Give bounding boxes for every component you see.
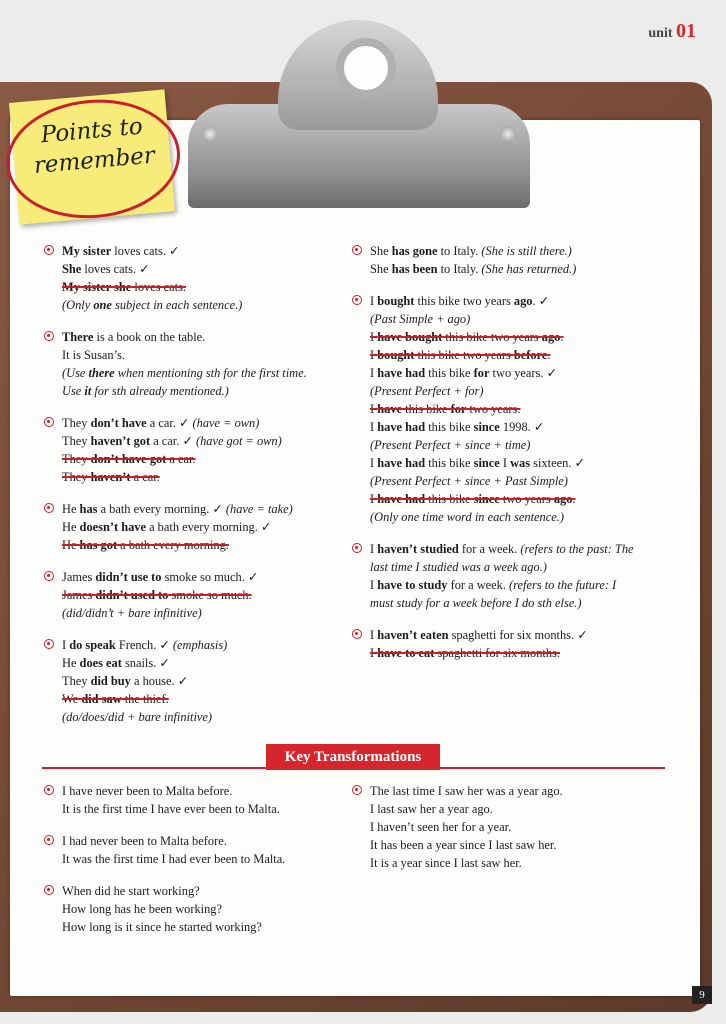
text-segment: two years. [466, 402, 521, 416]
transformation-line: It was the first time I had ever been to Malta. [62, 852, 286, 866]
transformation-line: How long is it since he started working? [62, 920, 262, 934]
text-segment: It is Susan’s. [62, 348, 125, 362]
clipboard-clip-icon [188, 8, 530, 208]
text-segment: a car. [130, 470, 160, 484]
text-segment: two years [499, 492, 554, 506]
example-line [370, 364, 668, 382]
example-line [370, 436, 668, 454]
text-segment: French. [115, 638, 160, 652]
example-line [62, 260, 334, 278]
text-segment: . [560, 330, 564, 344]
text-segment: have had [377, 456, 426, 470]
text-segment: They [62, 434, 91, 448]
text-segment: (Present Perfect + for) [370, 384, 484, 398]
example-line [62, 328, 334, 346]
transformation-line: I last saw her a year ago. [370, 802, 493, 816]
check-icon: ✓ [247, 570, 259, 584]
text-segment: is a book on the table. [93, 330, 206, 344]
text-segment: (Past Simple + ago) [370, 312, 471, 326]
text-segment: the thief. [121, 692, 169, 706]
bullet-icon [44, 885, 54, 895]
example-line [62, 242, 334, 260]
unit-number: 01 [676, 20, 696, 42]
text-segment: since [473, 456, 500, 470]
note-line-2: remember [32, 142, 156, 180]
text-segment: She [370, 262, 392, 276]
example-line [370, 418, 668, 436]
text-segment: a car. [146, 416, 180, 430]
text-segment: I [370, 628, 378, 642]
text-segment: two years. [489, 366, 547, 380]
bullet-icon [44, 331, 54, 341]
unit-word: unit [648, 26, 673, 41]
text-segment: this bike two years [442, 330, 542, 344]
check-icon: ✓ [177, 674, 189, 688]
rule-item [44, 242, 334, 314]
example-line [370, 242, 668, 260]
text-segment: haven’t studied [377, 542, 459, 556]
text-segment: sixteen. [530, 456, 575, 470]
rule-item [44, 414, 334, 486]
example-line [370, 508, 668, 526]
text-segment: . [572, 492, 576, 506]
text-segment: for [450, 402, 467, 416]
text-segment: a bath every morning. [117, 538, 229, 552]
example-line [62, 414, 334, 432]
text-segment: this bike [425, 420, 474, 434]
example-line [62, 604, 334, 622]
text-segment: this bike two years [414, 348, 514, 362]
text-segment: this bike [425, 492, 474, 506]
bullet-icon [352, 245, 362, 255]
example-line [370, 292, 668, 310]
text-segment: do speak [69, 638, 116, 652]
check-icon: ✓ [159, 638, 170, 652]
example-line [62, 636, 334, 654]
text-segment: ago [513, 294, 533, 308]
text-segment: a car. [150, 434, 183, 448]
check-icon: ✓ [533, 420, 545, 434]
example-line [370, 540, 668, 558]
transformation-line: I had never been to Malta before. [62, 834, 227, 848]
text-segment: bought [377, 294, 415, 308]
text-segment: I [370, 578, 378, 592]
check-icon: ✓ [182, 434, 193, 448]
points-left-column [44, 242, 334, 740]
example-line [62, 708, 334, 726]
text-segment: there [88, 366, 115, 380]
text-segment: have had [377, 420, 426, 434]
text-segment: (have = take) [222, 502, 293, 516]
example-line [370, 382, 668, 400]
text-segment: don’t have got [90, 452, 167, 466]
example-line [370, 576, 668, 594]
text-segment: He [62, 520, 80, 534]
example-line [62, 450, 334, 468]
text-segment: snails. [121, 656, 160, 670]
unit-label [648, 20, 696, 43]
text-segment: (refers to the past: The [520, 542, 634, 556]
example-line [62, 690, 334, 708]
rule-item [44, 636, 334, 726]
text-segment: We [62, 692, 82, 706]
text-segment: (Present Perfect + since + Past Simple) [370, 474, 568, 488]
rule-item [352, 626, 668, 662]
text-segment: ago [541, 330, 561, 344]
text-segment: (have got = own) [192, 434, 282, 448]
text-segment: must study for a week before I do sth else.) [370, 596, 582, 610]
text-segment: before [513, 348, 548, 362]
text-segment: I [370, 348, 378, 362]
text-segment: I [499, 456, 511, 470]
text-segment: James [62, 570, 96, 584]
text-segment: to Italy. [437, 244, 482, 258]
text-segment: There [62, 330, 94, 344]
text-segment: has [79, 502, 98, 516]
example-line [62, 296, 334, 314]
text-segment: this bike [425, 366, 474, 380]
text-segment: this bike [425, 456, 474, 470]
text-segment: I [370, 366, 378, 380]
text-segment: have had [377, 366, 426, 380]
text-segment: James [62, 588, 96, 602]
text-segment: a bath every morning. [145, 520, 261, 534]
example-line [370, 454, 668, 472]
key-transformations-title: Key Transformations [266, 744, 440, 770]
bullet-icon [44, 503, 54, 513]
text-segment: I [62, 638, 70, 652]
text-segment: a house. [130, 674, 178, 688]
text-segment: a car. [166, 452, 196, 466]
text-segment: did saw [81, 692, 122, 706]
text-segment: (Present Perfect + since + time) [370, 438, 531, 452]
text-segment: Use [62, 384, 85, 398]
example-line [62, 432, 334, 450]
text-segment: They [62, 452, 91, 466]
text-segment: didn’t used to [95, 588, 169, 602]
text-segment: I [370, 542, 378, 556]
example-line [62, 672, 334, 690]
key-transformations-right [352, 782, 652, 886]
text-segment: (Only [62, 298, 94, 312]
key-transformations-left [44, 782, 344, 950]
check-icon: ✓ [159, 656, 170, 670]
transformation-line: It is a year since I last saw her. [370, 856, 522, 870]
example-line [62, 364, 334, 382]
example-line [62, 278, 334, 296]
rule-item [352, 292, 668, 526]
bullet-icon [44, 639, 54, 649]
text-segment: have to eat [377, 646, 435, 660]
text-segment: don’t have [90, 416, 147, 430]
bullet-icon [352, 543, 362, 553]
transformation-line: I have never been to Malta before. [62, 784, 233, 798]
text-segment: smoke so much. [161, 570, 248, 584]
example-line [370, 594, 668, 612]
text-segment: haven’t [90, 470, 131, 484]
text-segment: I [370, 492, 378, 506]
example-line [370, 558, 668, 576]
text-segment: this bike two years [414, 294, 514, 308]
text-segment: has been [391, 262, 438, 276]
transformation-item [44, 782, 344, 818]
text-segment: for a week. [458, 542, 521, 556]
bullet-icon [44, 785, 54, 795]
check-icon: ✓ [574, 456, 585, 470]
transformation-line: It is the first time I have ever been to Malta. [62, 802, 280, 816]
text-segment: have bought [377, 330, 443, 344]
text-segment: it [84, 384, 92, 398]
transformation-item [44, 882, 344, 936]
text-segment: (refers to the future: I [509, 578, 617, 592]
text-segment: She [62, 262, 82, 276]
rule-item [352, 242, 668, 278]
text-segment: this bike [402, 402, 451, 416]
text-segment: 1998. [499, 420, 534, 434]
text-segment: He [62, 656, 80, 670]
example-line [370, 490, 668, 508]
points-right-column [352, 242, 668, 676]
example-line [370, 310, 668, 328]
note-line-1: Points to [39, 113, 144, 149]
text-segment: They [62, 416, 91, 430]
text-segment: I [370, 420, 378, 434]
text-segment: (did/didn’t + bare infinitive) [62, 606, 202, 620]
text-segment: My sister she [62, 280, 132, 294]
text-segment: ago [553, 492, 573, 506]
example-line [370, 346, 668, 364]
text-segment: have [377, 402, 403, 416]
bullet-icon [44, 417, 54, 427]
text-segment: for [473, 366, 490, 380]
check-icon: ✓ [260, 520, 272, 534]
example-line [370, 626, 668, 644]
text-segment: have had [377, 492, 426, 506]
check-icon: ✓ [538, 294, 550, 308]
rule-item [352, 540, 668, 612]
text-segment: has got [79, 538, 118, 552]
text-segment: She [370, 244, 392, 258]
text-segment: (She has returned.) [481, 262, 577, 276]
transformation-item [44, 832, 344, 868]
example-line [62, 518, 334, 536]
text-segment: . [547, 348, 551, 362]
text-segment: I [370, 402, 378, 416]
text-segment: spaghetti for six months. [434, 646, 560, 660]
example-line [62, 382, 334, 400]
text-segment: for a week. [447, 578, 510, 592]
check-icon: ✓ [169, 244, 180, 258]
check-icon: ✓ [212, 502, 223, 516]
transformation-item [352, 782, 652, 872]
text-segment: I [370, 330, 378, 344]
example-line [370, 644, 668, 662]
rule-item [44, 500, 334, 554]
text-segment: I [370, 456, 378, 470]
text-segment: did buy [90, 674, 131, 688]
text-segment: spaghetti for six months. [448, 628, 578, 642]
transformation-line: How long has he been working? [62, 902, 223, 916]
text-segment: since [473, 492, 500, 506]
text-segment: He [62, 538, 80, 552]
example-line [62, 500, 334, 518]
text-segment: subject in each sentence.) [111, 298, 243, 312]
text-segment: for sth already mentioned.) [91, 384, 229, 398]
text-segment: bought [377, 348, 415, 362]
example-line [370, 328, 668, 346]
transformation-line: The last time I saw her was a year ago. [370, 784, 563, 798]
text-segment: (have = own) [189, 416, 260, 430]
example-line [62, 586, 334, 604]
bullet-icon [352, 295, 362, 305]
transformation-line: I haven’t seen her for a year. [370, 820, 512, 834]
transformation-line: When did he start working? [62, 884, 200, 898]
example-line [62, 568, 334, 586]
text-segment: (Use [62, 366, 89, 380]
example-line [370, 400, 668, 418]
text-segment: since [473, 420, 500, 434]
text-segment: I [370, 646, 378, 660]
text-segment: didn’t use to [95, 570, 162, 584]
bullet-icon [44, 835, 54, 845]
text-segment: have to study [377, 578, 448, 592]
text-segment: They [62, 674, 91, 688]
text-segment: smoke so much. [168, 588, 252, 602]
bullet-icon [352, 785, 362, 795]
bullet-icon [44, 245, 54, 255]
text-segment: one [93, 298, 112, 312]
text-segment: (Only one time word in each sentence.) [370, 510, 564, 524]
example-line [62, 468, 334, 486]
text-segment: They [62, 470, 91, 484]
example-line [370, 260, 668, 278]
rule-item [44, 568, 334, 622]
text-segment: haven’t eaten [377, 628, 449, 642]
text-segment: . [532, 294, 539, 308]
text-segment: (emphasis) [169, 638, 228, 652]
text-segment: He [62, 502, 80, 516]
example-line [62, 654, 334, 672]
check-icon: ✓ [179, 416, 190, 430]
text-segment: last time I studied was a week ago.) [370, 560, 547, 574]
text-segment: loves cats. [131, 280, 187, 294]
text-segment: I [370, 294, 378, 308]
text-segment: a bath every morning. [97, 502, 213, 516]
text-segment: doesn’t have [79, 520, 146, 534]
text-segment: haven’t got [90, 434, 151, 448]
check-icon: ✓ [546, 366, 557, 380]
bullet-icon [352, 629, 362, 639]
check-icon: ✓ [139, 262, 150, 276]
example-line [370, 472, 668, 490]
example-line [62, 536, 334, 554]
bullet-icon [44, 571, 54, 581]
text-segment: My sister [62, 244, 112, 258]
rule-item [44, 328, 334, 400]
transformation-line: It has been a year since I last saw her. [370, 838, 557, 852]
text-segment: when mentioning sth for the first time. [114, 366, 307, 380]
text-segment: was [510, 456, 531, 470]
text-segment: (do/does/did + bare infinitive) [62, 710, 213, 724]
example-line [62, 346, 334, 364]
text-segment: loves cats. [111, 244, 170, 258]
text-segment: (She is still there.) [481, 244, 572, 258]
text-segment: to Italy. [437, 262, 482, 276]
check-icon: ✓ [577, 628, 588, 642]
text-segment: does eat [79, 656, 122, 670]
page-number: 9 [692, 986, 712, 1004]
text-segment: loves cats. [81, 262, 140, 276]
text-segment: has gone [391, 244, 438, 258]
sticky-note [9, 89, 175, 224]
